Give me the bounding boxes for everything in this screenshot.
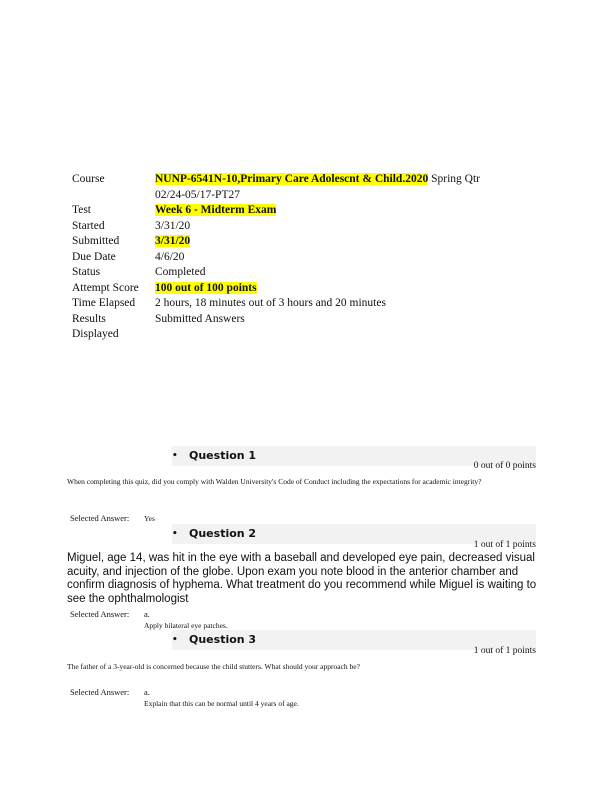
selected-answer-letter: a.: [144, 687, 150, 697]
bullet: •: [172, 451, 178, 461]
course-dates: 02/24-05/17-PT27: [155, 188, 240, 201]
info-row-attempt-score: [72, 281, 542, 297]
selected-answer-label: Selected Answer:: [70, 513, 130, 523]
results-label-line1: Results: [72, 312, 106, 325]
selected-answer-label: Selected Answer:: [70, 609, 130, 619]
test-info-table: [72, 172, 542, 343]
info-label: Test: [72, 204, 91, 216]
info-label: Started: [72, 219, 105, 232]
question-text: When completing this quiz, did you comply with Walden University's Code of Conduct including the expectations for academic integrity?: [67, 477, 482, 486]
info-row-time-elapsed: [72, 296, 542, 312]
info-value: 4/6/20: [155, 250, 185, 263]
info-row-course: [72, 172, 542, 203]
question-text: The father of a 3-year-old is concerned because the child stutters. What should your approach be?: [67, 662, 360, 671]
info-label: Course: [72, 173, 105, 185]
question-points: 0 out of 0 points: [473, 461, 536, 471]
bullet: •: [172, 529, 178, 539]
info-label: Due Date: [72, 250, 116, 263]
question-title: Question 1: [189, 449, 257, 462]
info-row-submitted: [72, 234, 542, 250]
question-points: 1 out of 1 points: [473, 646, 536, 656]
selected-answer-text: Yes: [144, 514, 155, 523]
course-term: Spring Qtr: [428, 173, 480, 185]
selected-answer-label: Selected Answer:: [70, 687, 130, 697]
course-name: NUNP-6541N-10,Primary Care Adolescnt & Child.2020: [155, 173, 429, 185]
info-label: Attempt Score: [72, 281, 139, 294]
selected-answer-letter: a.: [144, 609, 150, 619]
info-value: Completed: [155, 266, 206, 278]
info-value: 2 hours, 18 minutes out of 3 hours and 20 minutes: [155, 297, 386, 309]
results-label-line2: Displayed: [72, 328, 119, 340]
info-label: [72, 312, 155, 343]
info-value: 3/31/20: [155, 219, 191, 232]
info-value: [155, 234, 542, 250]
question-points: 1 out of 1 points: [473, 540, 536, 550]
info-value: [155, 203, 542, 219]
info-row-test: [72, 203, 542, 219]
test-name: Week 6 - Midterm Exam: [155, 204, 277, 216]
info-row-results-displayed: [72, 312, 542, 343]
info-label: Status: [72, 266, 101, 278]
selected-answer-text: Apply bilateral eye patches.: [144, 621, 228, 630]
selected-answer-text: Explain that this can be normal until 4 years of age.: [144, 699, 299, 708]
info-value: [155, 172, 542, 203]
question-title: Question 2: [189, 527, 257, 540]
question-text: Miguel, age 14, was hit in the eye with a baseball and developed eye pain, decreased visual acuity, and injection of the globe. Upon exam you note blood in the anterior chamber and confirm diagnosis of hyphema. What treatment do you recommend while Miguel is waiting to see the ophthalmologist: [67, 552, 537, 605]
info-label: Submitted: [72, 235, 120, 247]
info-value: [155, 281, 542, 297]
attempt-score: 100 out of 100 points: [155, 281, 257, 294]
info-row-status: [72, 265, 542, 281]
info-value: Submitted Answers: [155, 312, 245, 325]
bullet: •: [172, 635, 178, 645]
question-title: Question 3: [189, 633, 257, 646]
info-row-started: [72, 219, 542, 235]
submitted-date: 3/31/20: [155, 235, 191, 247]
info-label: Time Elapsed: [72, 297, 136, 309]
info-row-due-date: [72, 250, 542, 266]
